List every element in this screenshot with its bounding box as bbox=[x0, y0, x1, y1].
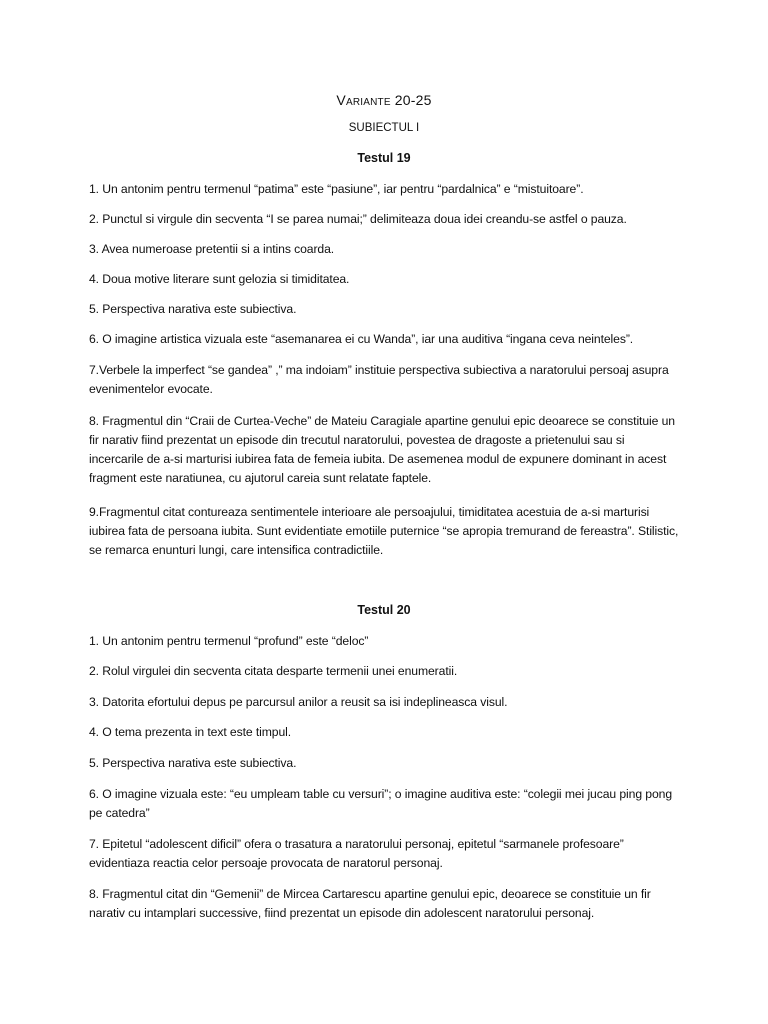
test-19-item-2: 2. Punctul si virgule din secventa “I se parea numai;” delimiteaza doua idei creandu-se astfel o pauza. bbox=[89, 212, 627, 226]
document-subtitle: SUBIECTUL I bbox=[348, 122, 420, 134]
test-19-item-6: 6. O imagine artistica vizuala este “asemanarea ei cu Wanda”, iar una auditiva “ingana ceva neinteles”. bbox=[89, 332, 634, 346]
test-19-item-7: 7.Verbele la imperfect “se gandea” ,” ma indoiam” instituie perspectiva subiectiva a naratorului persoaj asupra evenimentelor evocate. bbox=[89, 363, 669, 396]
test-20-item-2: 2. Rolul virgulei din secventa citata desparte termenii unei enumeratii. bbox=[89, 664, 458, 678]
test-20-item-1: 1. Un antonim pentru termenul “profund” este “deloc” bbox=[89, 634, 369, 648]
test-19-item-4: 4. Doua motive literare sunt gelozia si timiditatea. bbox=[89, 272, 350, 286]
test-19-item-3: 3. Avea numeroase pretentii si a intins coarda. bbox=[89, 242, 335, 256]
test-20-item-5: 5. Perspectiva narativa este subiectiva. bbox=[89, 756, 297, 770]
test-20-heading: Testul 20 bbox=[357, 603, 411, 617]
test-20-item-3: 3. Datorita efortului depus pe parcursul anilor a reusit sa isi indeplineasca visul. bbox=[89, 695, 508, 709]
test-19-item-8: 8. Fragmentul din “Craii de Curtea-Veche” de Mateiu Caragiale apartine genului epic deoarece se constituie un fir narativ fiind prezentat un episode din trecutul naratorului, povestea de dragoste a prietenului sau si incercarile de a-si marturisi iubirea fata de femeia iubita. De asemenea modul de expunere dominant in acest fragment este naratiunea, cu ajutorul careia sunt relatate faptele. bbox=[89, 414, 675, 485]
test-20-item-8: 8. Fragmentul citat din “Gemenii” de Mircea Cartarescu apartine genului epic, deoarece se constituie un fir narativ cu intamplari successive, fiind prezentat un episode din adolescent naratorului personaj. bbox=[89, 887, 651, 920]
test-19-heading: Testul 19 bbox=[357, 151, 411, 165]
test-19-item-9: 9.Fragmentul citat contureaza sentimentele interioare ale persoajului, timiditatea acestuia de a-si marturisi iubirea fata de persoana iubita. Sunt evidentiate emotiile puternice “se apropia tremurand de fereastra”. Stilistic, se remarca enunturi lungi, care intensifica contradictiile. bbox=[89, 505, 679, 557]
test-19-item-5: 5. Perspectiva narativa este subiectiva. bbox=[89, 302, 297, 316]
document-title: Variante 20-25 bbox=[336, 92, 432, 108]
test-19-item-1: 1. Un antonim pentru termenul “patima” este “pasiune”, iar pentru “pardalnica” e “mistuitoare”. bbox=[89, 182, 584, 196]
test-20-item-4: 4. O tema prezenta in text este timpul. bbox=[89, 725, 292, 739]
test-20-item-7: 7. Epitetul “adolescent dificil” ofera o trasatura a naratorului personaj, epitetul “sarmanele profesoare” evidentiaza reactia celor persoaje provocata de naratorul personaj. bbox=[89, 837, 624, 870]
test-20-item-6: 6. O imagine vizuala este: “eu umpleam table cu versuri”; o imagine auditiva este: “colegii mei jucau ping pong pe catedra” bbox=[89, 787, 673, 820]
